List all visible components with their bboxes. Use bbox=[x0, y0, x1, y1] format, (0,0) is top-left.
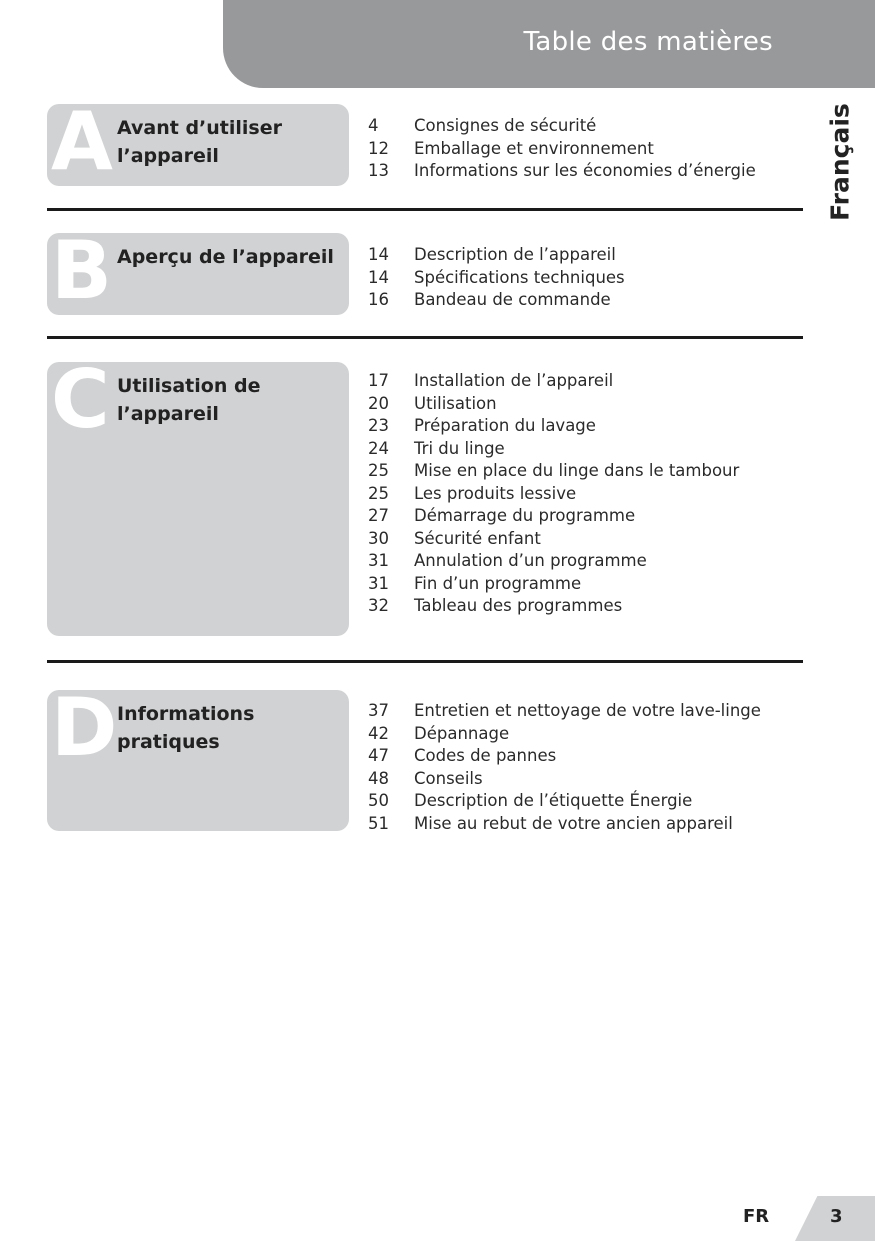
section-c-title: Utilisation de l’appareil bbox=[117, 375, 261, 425]
page-number: 3 bbox=[830, 1206, 843, 1227]
section-d-letter: D bbox=[51, 681, 118, 774]
toc-entry[interactable] bbox=[368, 573, 739, 596]
footer-language-code: FR bbox=[743, 1206, 770, 1227]
toc-text: Informations sur les économies d’énergie bbox=[414, 161, 756, 180]
toc-entry[interactable] bbox=[368, 483, 739, 506]
toc-page: 23 bbox=[368, 416, 389, 435]
section-a-box bbox=[47, 95, 349, 188]
toc-text: Codes de pannes bbox=[414, 746, 557, 765]
toc-entry[interactable] bbox=[368, 115, 756, 138]
toc-page: 27 bbox=[368, 506, 389, 525]
toc-entry[interactable] bbox=[368, 393, 739, 416]
toc-page: 51 bbox=[368, 813, 389, 833]
toc-page: 25 bbox=[368, 483, 389, 503]
toc-text: Mise au rebut de votre ancien appareil bbox=[414, 813, 733, 833]
toc-text: Mise en place du linge dans le tambour bbox=[414, 461, 740, 480]
toc-entry[interactable] bbox=[368, 160, 756, 183]
toc-entry[interactable] bbox=[368, 460, 739, 483]
section-b-list bbox=[368, 244, 625, 312]
section-c-list bbox=[368, 370, 739, 618]
section-divider bbox=[47, 660, 803, 663]
section-c-box bbox=[47, 353, 349, 636]
toc-text: Installation de l’appareil bbox=[414, 371, 614, 390]
toc-entry[interactable] bbox=[368, 438, 739, 461]
section-divider bbox=[47, 208, 803, 211]
section-b-box bbox=[47, 224, 349, 317]
toc-text: Les produits lessive bbox=[414, 483, 577, 503]
toc-entry[interactable] bbox=[368, 244, 625, 267]
toc-text: Description de l’appareil bbox=[414, 245, 616, 264]
section-b-letter: B bbox=[51, 224, 112, 317]
toc-entry[interactable] bbox=[368, 550, 739, 573]
header-bar bbox=[223, 0, 875, 88]
toc-text: Spécifications techniques bbox=[414, 267, 625, 287]
toc-text: Dépannage bbox=[414, 723, 510, 743]
toc-page: 13 bbox=[368, 161, 389, 180]
toc-entry[interactable] bbox=[368, 370, 739, 393]
toc-entry[interactable] bbox=[368, 289, 625, 312]
toc-page: 4 bbox=[368, 116, 379, 135]
toc-entry[interactable] bbox=[368, 745, 761, 768]
toc-entry[interactable] bbox=[368, 790, 761, 813]
toc-text: Emballage et environnement bbox=[414, 138, 654, 158]
toc-entry[interactable] bbox=[368, 415, 739, 438]
toc-text: Sécurité enfant bbox=[414, 528, 541, 548]
section-d-box bbox=[47, 681, 349, 831]
toc-entry[interactable] bbox=[368, 700, 761, 723]
toc-text: Tableau des programmes bbox=[414, 596, 623, 615]
toc-page: 14 bbox=[368, 267, 389, 287]
toc-text: Consignes de sécurité bbox=[414, 116, 597, 135]
toc-page: 32 bbox=[368, 596, 389, 615]
toc-page: 31 bbox=[368, 573, 389, 593]
toc-page: 50 bbox=[368, 791, 389, 810]
section-b-title: Aperçu de l’appareil bbox=[117, 246, 334, 268]
toc-text: Utilisation bbox=[414, 393, 497, 413]
toc-text: Préparation du lavage bbox=[414, 416, 596, 435]
page-title: Table des matières bbox=[523, 27, 773, 57]
toc-page: 47 bbox=[368, 746, 389, 765]
toc-entry[interactable] bbox=[368, 813, 761, 836]
section-d-title: Informations pratiques bbox=[117, 703, 255, 753]
toc-text: Tri du linge bbox=[414, 438, 505, 458]
toc-page: 42 bbox=[368, 723, 389, 743]
toc-entry[interactable] bbox=[368, 505, 739, 528]
toc-text: Entretien et nettoyage de votre lave-linge bbox=[414, 701, 761, 720]
toc-page: 12 bbox=[368, 138, 389, 158]
toc-entry[interactable] bbox=[368, 528, 739, 551]
section-d-list bbox=[368, 700, 761, 835]
toc-page: 48 bbox=[368, 768, 389, 788]
toc-entry[interactable] bbox=[368, 267, 625, 290]
toc-text: Bandeau de commande bbox=[414, 290, 611, 309]
toc-entry[interactable] bbox=[368, 595, 739, 618]
toc-text: Description de l’étiquette Énergie bbox=[414, 791, 693, 810]
toc-page: 24 bbox=[368, 438, 389, 458]
toc-entry[interactable] bbox=[368, 138, 756, 161]
toc-page: 20 bbox=[368, 393, 389, 413]
toc-page: 14 bbox=[368, 245, 389, 264]
toc-page: 16 bbox=[368, 290, 389, 309]
side-language-label: Français bbox=[825, 103, 855, 221]
section-a-title: Avant d’utiliser l’appareil bbox=[117, 117, 282, 167]
toc-page: 17 bbox=[368, 371, 389, 390]
section-c-letter: C bbox=[51, 353, 110, 446]
toc-page: 31 bbox=[368, 551, 389, 570]
toc-page: 37 bbox=[368, 701, 389, 720]
toc-entry[interactable] bbox=[368, 768, 761, 791]
toc-page: 30 bbox=[368, 528, 389, 548]
section-a-list bbox=[368, 115, 756, 183]
toc-text: Démarrage du programme bbox=[414, 506, 636, 525]
toc-text: Conseils bbox=[414, 768, 483, 788]
section-a-letter: A bbox=[51, 95, 113, 188]
toc-page: 25 bbox=[368, 461, 389, 480]
toc-entry[interactable] bbox=[368, 723, 761, 746]
toc-text: Annulation d’un programme bbox=[414, 551, 647, 570]
section-divider bbox=[47, 336, 803, 339]
toc-text: Fin d’un programme bbox=[414, 573, 582, 593]
